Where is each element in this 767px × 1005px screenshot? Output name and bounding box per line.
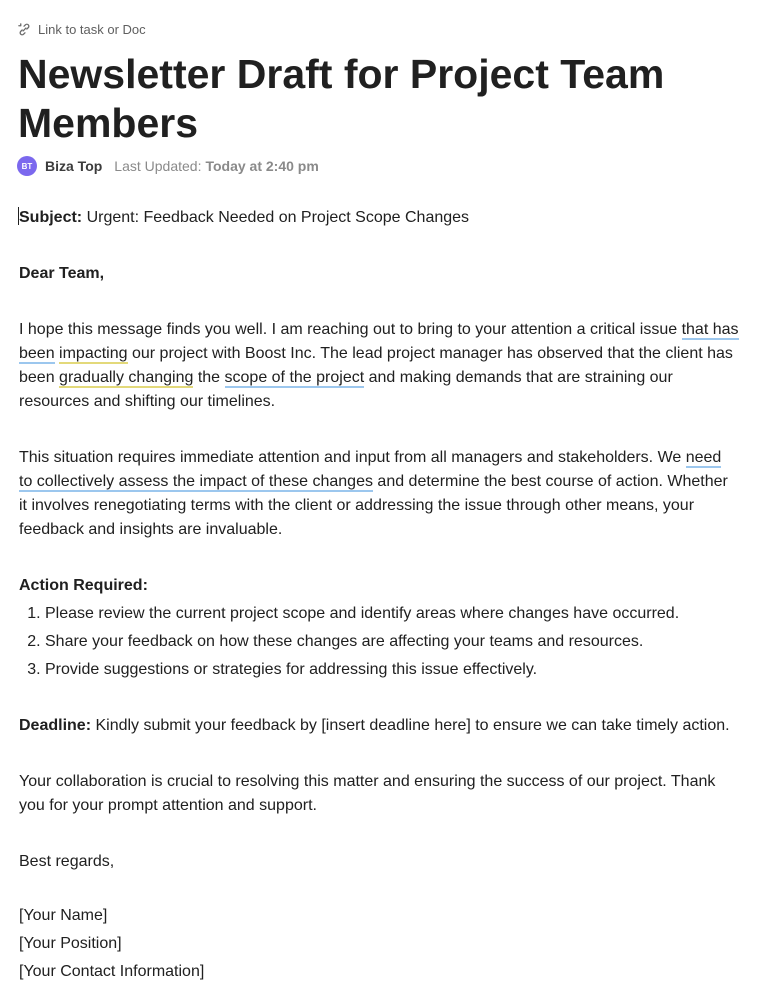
last-updated-label: Last Updated: [114,158,202,174]
subject-text: Urgent: Feedback Needed on Project Scope Changes [82,209,470,226]
subject-label: Subject: [19,209,83,226]
paragraph-situation[interactable] [19,446,739,542]
link-to-task-button[interactable] [17,19,146,39]
greeting-text: Dear Team, [19,265,105,282]
action-heading[interactable] [19,574,739,598]
paragraph-intro[interactable] [19,318,739,414]
p1-suggestion[interactable]: gradually changing [59,369,194,386]
last-updated-value: Today at 2:40 pm [205,158,319,174]
regards-line[interactable]: Best regards, [19,853,115,870]
p2-suggestion[interactable]: need to collectively assess the impact of these changes [19,449,722,490]
document-body[interactable] [19,206,739,986]
list-item[interactable]: 2. Share your feedback on how these changes are affecting your teams and resources. [45,630,739,654]
p1-text: our project with Boost Inc. The lead project manager has observed that the client has been [19,345,733,386]
signature-position[interactable]: [Your Position] [19,935,122,952]
paragraph-closing[interactable]: Your collaboration is crucial to resolving this matter and ensuring the success of our project. Thank you for your prompt attention and support. [19,773,716,814]
p1-suggestion[interactable]: scope of the project [224,369,365,386]
subject-line[interactable] [19,206,739,230]
p2-text: This situation requires immediate attention and input from all managers and stakeholders. We [19,449,686,466]
deadline-line[interactable] [19,714,739,738]
p1-suggestion[interactable]: that has been [19,321,739,362]
avatar[interactable]: BT [17,156,37,176]
action-list [19,602,739,682]
greeting[interactable] [19,262,739,286]
author-name[interactable]: Biza Top [45,158,103,174]
link-icon [17,22,32,37]
page-title[interactable]: Newsletter Draft for Project Team Members [18,51,665,146]
signature-name[interactable]: [Your Name] [19,907,108,924]
signature-contact[interactable]: [Your Contact Information] [19,963,205,980]
deadline-label: Deadline: [19,717,92,734]
list-item[interactable]: 3. Provide suggestions or strategies for addressing this issue effectively. [45,658,739,682]
list-item[interactable]: 1. Please review the current project scope and identify areas where changes have occurred. [45,602,739,626]
p1-text: and making demands that are straining our resources and shifting our timelines. [19,369,673,410]
p1-suggestion[interactable]: impacting [59,345,128,362]
p1-text: the [193,369,225,386]
link-to-task-label: Link to task or Doc [38,21,146,37]
p1-text: I hope this message finds you well. I am reaching out to bring to your attention a critical issue [19,321,682,338]
p2-text: and determine the best course of action. Whether it involves renegotiating terms with the client or addressing the issue through other means, your feedback and insights are invaluable. [19,473,728,538]
action-heading-text: Action Required: [19,577,148,594]
doc-meta [17,156,319,176]
signature-block [19,902,739,986]
deadline-text: Kindly submit your feedback by [insert deadline here] to ensure we can take timely action. [91,717,730,734]
